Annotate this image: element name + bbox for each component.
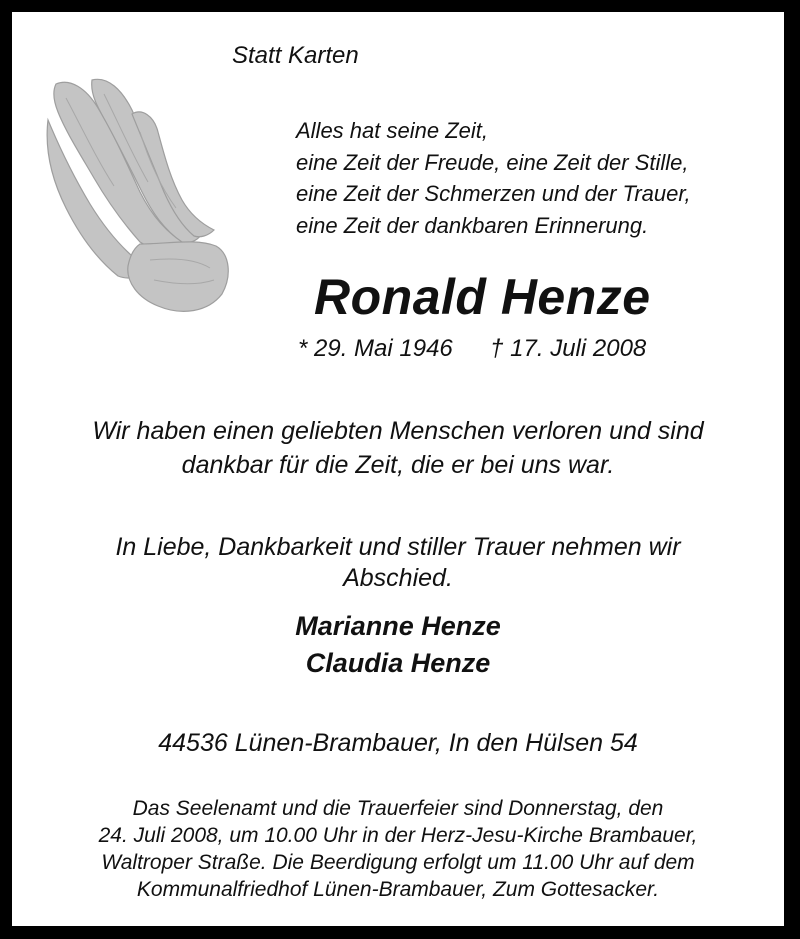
poem-line: eine Zeit der dankbaren Erinnerung. [296, 212, 649, 238]
farewell-line: In Liebe, Dankbarkeit und stiller Trauer nehmen wir [115, 533, 681, 561]
farewell-line: Abschied. [343, 564, 453, 592]
poem-line: eine Zeit der Schmerzen und der Trauer, [296, 181, 691, 206]
service-line: Das Seelenamt und die Trauerfeier sind Donnerstag, den [132, 797, 664, 820]
service-line: Kommunalfriedhof Lünen-Brambauer, Zum Gottesacker. [136, 878, 660, 901]
poem-line: Alles hat seine Zeit, [296, 118, 488, 143]
deceased-name: Ronald Henze [314, 269, 651, 325]
death-notice [12, 12, 784, 926]
mourner-name: Marianne Henze [295, 611, 501, 641]
poem-line: eine Zeit der Freude, eine Zeit der Stille, [296, 149, 689, 175]
farewell-message [12, 532, 784, 594]
poem [296, 115, 691, 241]
birth-date: 29. Mai 1946 [314, 335, 453, 362]
remembrance-message [12, 414, 784, 482]
life-dates [298, 335, 646, 363]
service-line: 24. Juli 2008, um 10.00 Uhr in der Herz-Jesu-Kirche Brambauer, [98, 824, 698, 847]
service-line: Waltroper Straße. Die Beerdigung erfolgt um 11.00 Uhr auf dem [101, 851, 695, 874]
message-line: dankbar für die Zeit, die er bei uns war. [181, 451, 615, 479]
service-details [12, 795, 784, 903]
statt-karten-heading: Statt Karten [232, 42, 359, 69]
praying-hands-icon [36, 74, 232, 318]
death-date: 17. Juli 2008 [510, 335, 647, 362]
family-address: 44536 Lünen-Brambauer, In den Hülsen 54 [158, 729, 638, 757]
mourner-name: Claudia Henze [305, 648, 491, 678]
message-line: Wir haben einen geliebten Menschen verloren und sind [92, 417, 704, 445]
birth-star-icon: * [298, 335, 308, 362]
death-cross-icon: † [490, 335, 504, 362]
